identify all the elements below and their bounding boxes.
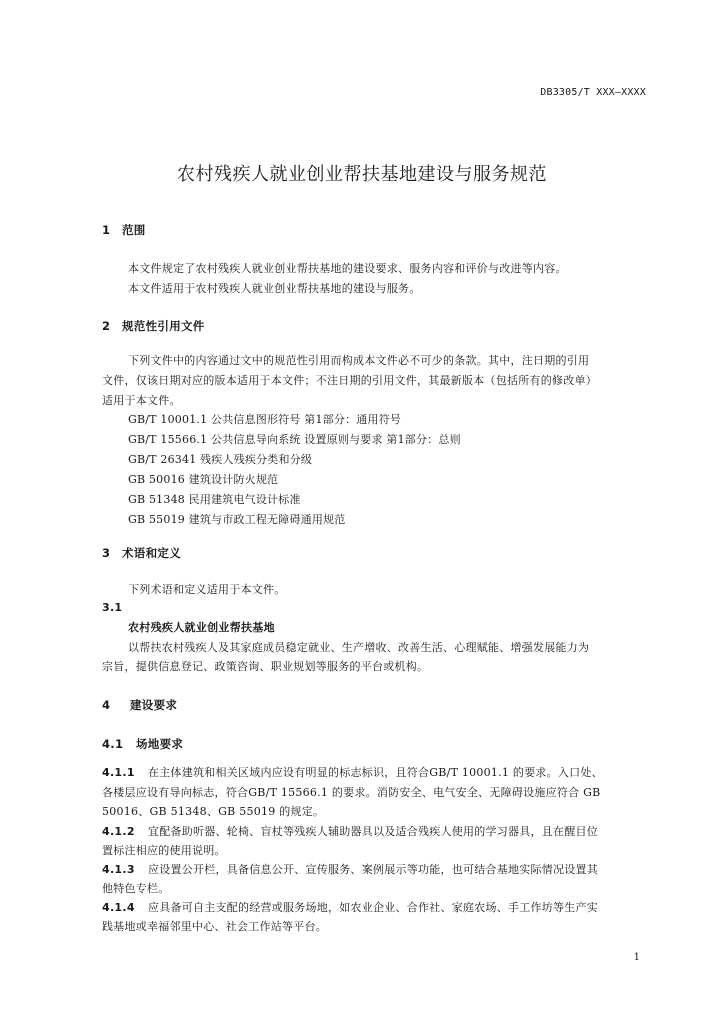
clause-number: 4.1.4 <box>102 901 135 914</box>
subsection-4-1-heading <box>102 736 183 752</box>
clause-number: 4.1.3 <box>102 863 135 876</box>
reference-item: GB/T 26341 残疾人残疾分类和分级 <box>128 453 313 466</box>
section-number: 4 <box>102 698 111 712</box>
clause-line: 置标注相应的使用说明。 <box>102 844 226 857</box>
header-rule <box>100 107 654 108</box>
reference-item: GB/T 10001.1 公共信息图形符号 第1部分：通用符号 <box>128 413 402 426</box>
paragraph-line: 下列术语和定义适用于本文件。 <box>128 583 286 596</box>
subsection-number: 4.1 <box>102 737 124 751</box>
reference-item: GB 50016 建筑设计防火规范 <box>128 473 279 486</box>
subsection-title: 场地要求 <box>136 737 184 751</box>
reference-item: GB 51348 民用建筑电气设计标准 <box>128 493 301 506</box>
term-title: 农村残疾人就业创业帮扶基地 <box>128 621 275 634</box>
term-number: 3.1 <box>102 601 123 614</box>
clause-4-1-3-line <box>102 861 598 877</box>
clause-4-1-4-line <box>102 899 598 915</box>
reference-item: GB/T 15566.1 公共信息导向系统 设置原则与要求 第1部分：总则 <box>128 433 461 446</box>
section-number: 2 <box>102 319 111 333</box>
paragraph-line: 本文件适用于农村残疾人就业创业帮扶基地的建设与服务。 <box>128 282 421 295</box>
section-number: 3 <box>102 546 111 560</box>
clause-4-1-1-line <box>102 764 603 780</box>
document-title: 农村残疾人就业创业帮扶基地建设与服务规范 <box>177 164 547 185</box>
clause-number: 4.1.2 <box>102 825 135 838</box>
section-2-heading <box>102 318 205 334</box>
clause-line: 践基地或幸福邻里中心、社会工作站等平台。 <box>102 920 327 933</box>
section-title: 建设要求 <box>130 698 178 712</box>
section-title: 术语和定义 <box>122 546 181 560</box>
definition-line: 以帮扶农村残疾人及其家庭成员稳定就业、生产增收、改善生活、心理赋能、增强发展能力为 <box>128 641 590 654</box>
clause-4-1-2-line <box>102 823 598 839</box>
clause-text: 应设置公开栏，具备信息公开、宣传服务、案例展示等功能，也可结合基地实际情况设置其 <box>148 863 598 876</box>
clause-line: 50016、GB 51348、GB 55019 的规定。 <box>102 805 325 818</box>
paragraph-line: 文件，仅该日期对应的版本适用于本文件；不注日期的引用文件，其最新版本（包括所有的修改单） <box>102 374 597 387</box>
paragraph-line: 适用于本文件。 <box>102 394 181 407</box>
section-title: 规范性引用文件 <box>122 319 205 333</box>
clause-line: 各楼层应设有导向标志，符合GB/T 15566.1 的要求。消防安全、电气安全、无障碍设施应符合 GB <box>102 786 601 799</box>
clause-text: 在主体建筑和相关区域内应设有明显的标志标识，且符合GB/T 10001.1 的要求。入口处、 <box>148 766 603 779</box>
section-title: 范围 <box>122 223 146 237</box>
section-number: 1 <box>102 223 111 237</box>
document-code: DB3305/T XXX—XXXX <box>540 87 646 98</box>
section-4-heading <box>102 697 177 713</box>
section-1-heading <box>102 222 146 238</box>
definition-line: 宗旨，提供信息登记、政策咨询、职业规划等服务的平台或机构。 <box>102 660 429 673</box>
clause-line: 他特色专栏。 <box>102 882 170 895</box>
paragraph-line: 本文件规定了农村残疾人就业创业帮扶基地的建设要求、服务内容和评价与改进等内容。 <box>128 262 567 275</box>
reference-item: GB 55019 建筑与市政工程无障碍通用规范 <box>128 513 346 526</box>
page-number: 1 <box>633 952 640 963</box>
clause-number: 4.1.1 <box>102 766 135 779</box>
clause-text: 宜配备助听器、轮椅、盲杖等残疾人辅助器具以及适合残疾人使用的学习器具，且在醒目位 <box>148 825 598 838</box>
paragraph-line: 下列文件中的内容通过文中的规范性引用而构成本文件必不可少的条款。其中，注日期的引用 <box>128 354 590 367</box>
section-3-heading <box>102 545 181 561</box>
clause-text: 应具备可自主支配的经营或服务场地，如农业企业、合作社、家庭农场、手工作坊等生产实 <box>148 901 598 914</box>
